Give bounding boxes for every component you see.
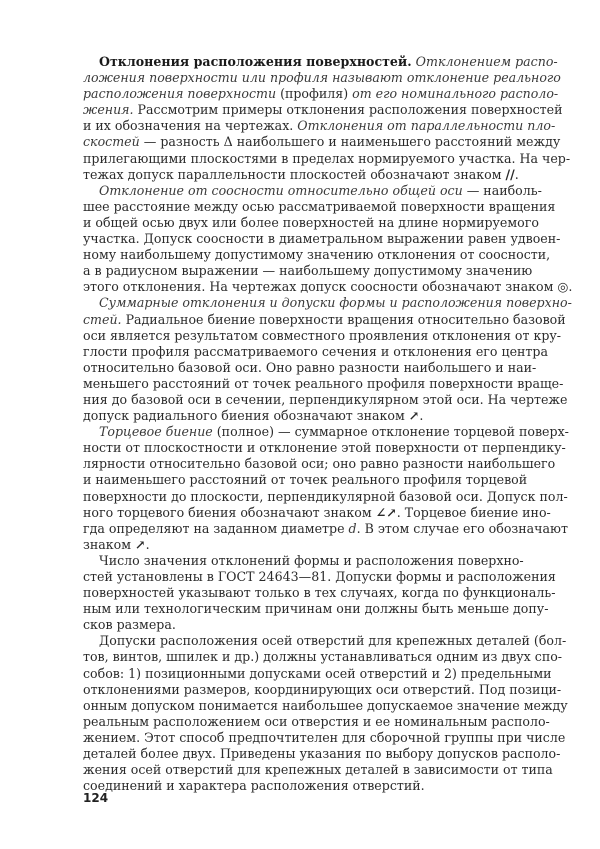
text-line <box>83 295 572 311</box>
tolerance-symbol-icon: // <box>505 166 515 182</box>
text-line <box>83 311 566 328</box>
text-segment: ния до базовой оси в сечении, перпендикулярном этой оси. На чертеже <box>83 391 568 407</box>
text-line <box>83 665 552 682</box>
text-line <box>83 552 524 569</box>
text-segment: ного торцевого биения обозначают знаком <box>83 504 376 520</box>
text-line <box>83 70 561 86</box>
term-italic: ложения поверхности или профиля называют отклонение реального <box>83 70 561 86</box>
text-segment: допуск радиального биения обозначают знаком <box>83 408 409 424</box>
tolerance-symbol-icon: ↗ <box>135 536 146 552</box>
term-italic: жения. <box>83 102 134 118</box>
text-segment: — разность Δ наибольшего и наименьшего расстояний между <box>139 134 561 150</box>
text-segment: . Торцевое биение ино- <box>396 504 551 520</box>
text-segment: тежах допуск параллельности плоскостей обозначают знаком <box>83 166 506 182</box>
text-segment: поверхности до плоскости, перпендикулярной базовой оси. Допуск пол- <box>83 488 568 504</box>
text-line <box>83 488 568 505</box>
text-line <box>83 520 568 537</box>
text-segment: — наиболь- <box>462 182 542 198</box>
text-segment: стей установлены в ГОСТ 24643—81. Допуски формы и расположения <box>83 569 556 584</box>
text-line <box>83 408 519 424</box>
text-segment: Рассмотрим примеры отклонения расположения поверхностей <box>133 102 563 118</box>
text-segment: тов, винтов, шпилек и др.) должны устанавливаться одним из двух спо- <box>83 649 563 665</box>
paragraph <box>83 633 568 794</box>
text-line <box>83 649 563 665</box>
text-segment: жением. Этот способ предпочтителен для сборочной группы при числе <box>83 729 566 745</box>
text-segment: деталей более двух. Приведены указания по выбору допусков располо- <box>83 746 561 762</box>
text-line <box>83 601 549 617</box>
text-segment: ным или технологическим причинам они должны быть меньше допу- <box>83 601 549 617</box>
text-line <box>83 375 564 392</box>
text-line <box>83 54 558 70</box>
term-italic: Торцевое биение <box>99 424 213 440</box>
text-segment: участка. Допуск соосности в диаметральном выражении равен удвоен- <box>83 231 561 247</box>
text-segment: и общей осью двух или более поверхностей на длине нормируемого <box>83 214 539 230</box>
text-segment: поверхностей указывают только в тех случаях, когда по функциональ- <box>83 585 556 601</box>
term-italic: d <box>348 520 357 536</box>
paragraph <box>83 182 573 296</box>
text-segment: отклонениями размеров, координирующих оси отверстий. Под позици- <box>83 681 562 697</box>
text-line <box>83 569 556 585</box>
body-text <box>83 54 573 794</box>
text-line <box>83 729 566 746</box>
text-line <box>83 359 537 376</box>
paragraph <box>83 54 571 183</box>
text-line <box>83 424 569 440</box>
section-heading: Отклонения расположения поверхностей. <box>99 54 412 69</box>
text-line <box>83 617 519 633</box>
text-segment: (профиля) <box>280 86 349 102</box>
text-segment: а в радиусном выражении — наибольшему допустимому значению <box>83 263 533 279</box>
text-segment: собов: 1) позиционными допусками осей отверстий и 2) предельными <box>83 665 552 681</box>
text-line <box>83 440 566 456</box>
term-italic: от его номинального располо- <box>348 86 559 102</box>
text-line <box>83 697 568 714</box>
text-segment: шее расстояние между осью рассматриваемой поверхности вращения <box>83 198 556 214</box>
text-segment: меньшего расстояний от точек реального профиля поверхности враще- <box>83 375 564 391</box>
text-segment: и их обозначения на чертежах. <box>83 118 298 134</box>
text-line <box>83 167 519 183</box>
text-segment: глости профиля рассматриваемого сечения и отклонения его центра <box>83 343 548 359</box>
text-segment: . <box>145 536 150 552</box>
text-segment: ному наибольшему допустимому значению отклонения от соосности, <box>83 247 551 263</box>
text-segment: Радиальное биение поверхности вращения относительно базовой <box>121 311 566 327</box>
text-line <box>83 633 567 649</box>
text-line <box>83 343 548 360</box>
text-segment: . <box>568 279 573 295</box>
text-line <box>83 762 553 778</box>
text-segment: относительно базовой оси. Оно равно разности наибольшего и наи- <box>83 359 537 375</box>
text-segment: реальным расположением оси отверстия и ее номинальным располо- <box>83 713 550 729</box>
text-segment: гда определяют на заданном диаметре <box>83 520 349 536</box>
text-line <box>83 198 556 215</box>
tolerance-symbol-icon: ↗ <box>408 408 420 424</box>
text-segment: Допуски расположения осей отверстий для крепежных деталей (бол- <box>99 633 567 649</box>
text-line <box>83 504 551 521</box>
text-line <box>83 86 559 102</box>
text-line <box>83 472 528 488</box>
text-segment: соединений и характера расположения отверстий. <box>83 778 425 794</box>
term-italic: Отклонением распо- <box>415 54 558 69</box>
text-segment: жения осей отверстий для крепежных деталей в зависимости от типа <box>83 762 553 778</box>
text-line <box>83 263 533 279</box>
text-line <box>83 537 519 553</box>
text-line <box>83 214 539 231</box>
text-segment: знаком <box>83 536 136 552</box>
paragraph <box>83 424 569 553</box>
term-italic: расположения поверхности <box>83 86 281 102</box>
text-line <box>83 247 551 263</box>
paragraph <box>83 552 556 633</box>
term-italic: скостей <box>83 134 140 150</box>
term-italic: Отклонения от параллельности пло- <box>297 118 556 134</box>
term-italic: стей. <box>83 311 122 327</box>
text-segment: . <box>514 166 519 182</box>
text-segment: онным допуском понимается наибольшее допускаемое значение между <box>83 697 568 713</box>
text-segment: лярности относительно базовой оси; оно равно разности наибольшего <box>83 456 556 472</box>
text-line <box>83 456 556 472</box>
text-line <box>83 134 561 150</box>
text-line <box>83 150 571 167</box>
text-line <box>83 746 561 762</box>
text-line <box>83 102 563 118</box>
text-line <box>83 391 568 408</box>
tolerance-symbol-icon: ◎ <box>557 279 569 295</box>
text-line <box>83 713 550 730</box>
text-segment: ности от плоскостности и отклонение этой поверхности от перпендику- <box>83 440 566 456</box>
text-line <box>83 778 519 794</box>
text-line <box>83 327 562 344</box>
text-segment: и наименьшего расстояний от точек реального профиля торцевой <box>83 472 528 488</box>
text-segment: . В этом случае его обозначают <box>356 520 568 536</box>
text-line <box>83 118 556 134</box>
text-segment: сков размера. <box>83 617 176 633</box>
text-segment: прилегающими плоскостями в пределах нормируемого участка. На чер- <box>83 150 571 166</box>
text-segment: Число значения отклонений формы и расположения поверхно- <box>99 552 524 568</box>
text-line <box>83 585 556 601</box>
text-line <box>83 182 542 199</box>
text-segment: . <box>419 408 424 424</box>
tolerance-symbol-icon: ∠↗ <box>375 504 397 520</box>
text-line <box>83 231 561 247</box>
text-line <box>83 279 573 295</box>
text-segment: оси является результатом совместного проявления отклонения от кру- <box>83 327 562 343</box>
text-segment: этого отклонения. На чертежах допуск соосности обозначают знаком <box>83 279 558 295</box>
text-segment: (полное) — суммарное отклонение торцевой поверх- <box>212 424 569 440</box>
page-number: 124 <box>83 791 109 805</box>
paragraph <box>83 295 572 424</box>
term-italic: Суммарные отклонения и допуски формы и расположения поверхно- <box>99 295 572 311</box>
text-line <box>83 681 562 698</box>
term-italic: Отклонение от соосности относительно общей оси <box>99 182 463 198</box>
